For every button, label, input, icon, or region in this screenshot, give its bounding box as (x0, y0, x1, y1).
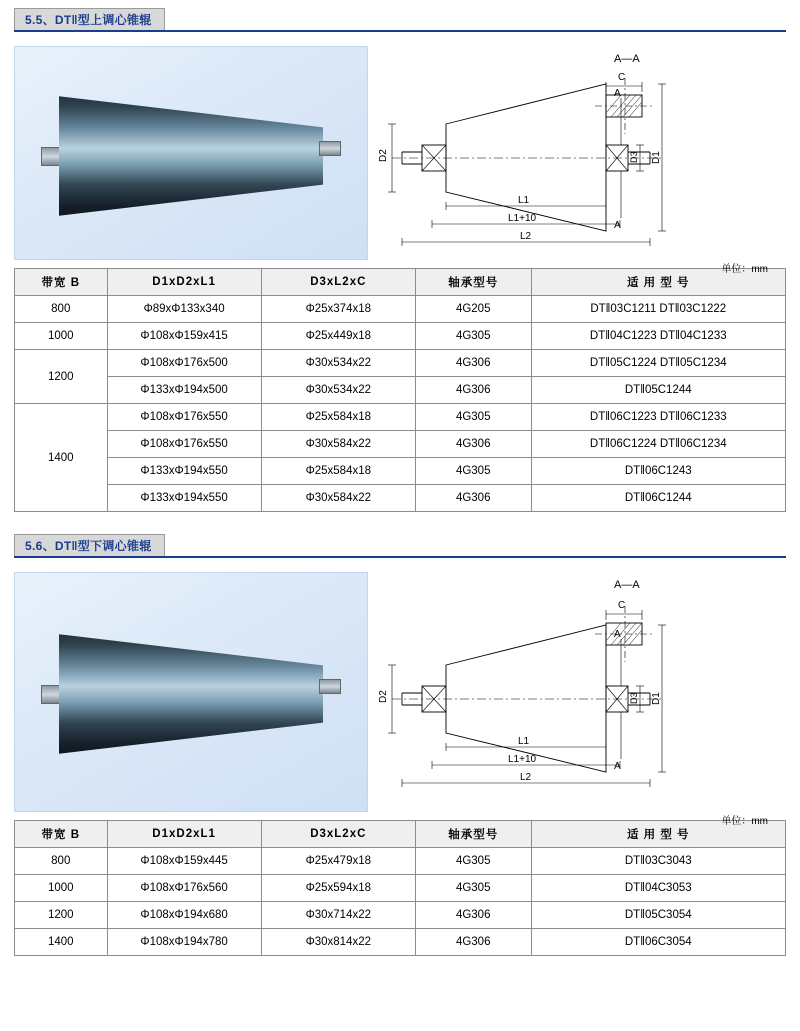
th-d3l2c: D3xL2xC (261, 269, 415, 296)
cell-bearing: 4G306 (415, 431, 531, 458)
cell-d3l2c: Φ25x584x18 (261, 458, 415, 485)
technical-drawing-5-5 (378, 46, 786, 275)
th-d1d2l1: D1xD2xL1 (107, 821, 261, 848)
cell-d3l2c: Φ25x594x18 (261, 875, 415, 902)
table-row (15, 929, 786, 956)
cell-d1d2l1: Φ108xΦ159x415 (107, 323, 261, 350)
cell-d1d2l1: Φ108xΦ176x550 (107, 404, 261, 431)
cell-bearing: 4G305 (415, 404, 531, 431)
cell-d1d2l1: Φ108xΦ194x780 (107, 929, 261, 956)
cell-bearing: 4G305 (415, 848, 531, 875)
cell-belt-width: 800 (15, 296, 108, 323)
cell-d1d2l1: Φ133xΦ194x550 (107, 485, 261, 512)
cell-belt-width: 1400 (15, 404, 108, 512)
label-l2: L2 (520, 772, 532, 783)
label-d2: D2 (378, 149, 389, 162)
cell-model: DT‖05C1244 (531, 377, 785, 404)
cell-d3l2c: Φ30x534x22 (261, 350, 415, 377)
cell-belt-width: 1200 (15, 902, 108, 929)
cell-d3l2c: Φ30x584x22 (261, 431, 415, 458)
label-d3: D3 (629, 151, 639, 163)
label-l1-plus-10: L1+10 (508, 754, 537, 765)
th-d1d2l1: D1xD2xL1 (107, 269, 261, 296)
cell-d1d2l1: Φ108xΦ194x680 (107, 902, 261, 929)
section-header-5-5 (14, 8, 786, 32)
cell-d1d2l1: Φ108xΦ176x550 (107, 431, 261, 458)
table-row (15, 377, 786, 404)
drawing-svg-5-5 (378, 46, 778, 258)
cell-d1d2l1: Φ108xΦ176x500 (107, 350, 261, 377)
cell-model: DT‖05C3054 (531, 902, 785, 929)
cell-model: DT‖03C1211 DT‖03C1222 (531, 296, 785, 323)
cell-bearing: 4G306 (415, 929, 531, 956)
cell-bearing: 4G305 (415, 875, 531, 902)
figure-row-5-6 (14, 572, 786, 827)
cell-bearing: 4G306 (415, 350, 531, 377)
cone-body (59, 91, 323, 221)
unit-note-5-6: 单位：mm (721, 816, 768, 827)
cell-bearing: 4G306 (415, 377, 531, 404)
cell-model: DT‖06C1223 DT‖06C1233 (531, 404, 785, 431)
th-model: 适 用 型 号 (531, 269, 785, 296)
cell-model: DT‖05C1224 DT‖05C1234 (531, 350, 785, 377)
th-belt-width: 带宽 B (15, 269, 108, 296)
technical-drawing-5-6 (378, 572, 786, 827)
cell-model: DT‖06C3054 (531, 929, 785, 956)
label-d1: D1 (651, 151, 662, 164)
header-filler (165, 534, 786, 556)
cell-d1d2l1: Φ133xΦ194x500 (107, 377, 261, 404)
shaft-right (319, 679, 341, 694)
label-d3: D3 (629, 692, 639, 704)
cell-model: DT‖03C3043 (531, 848, 785, 875)
table-row (15, 875, 786, 902)
table-row (15, 848, 786, 875)
cell-d3l2c: Φ30x534x22 (261, 377, 415, 404)
label-l2: L2 (520, 231, 532, 242)
cell-d1d2l1: Φ89xΦ133x340 (107, 296, 261, 323)
cone-body (59, 629, 323, 759)
roller-illustration (41, 91, 341, 221)
cell-model: DT‖06C1224 DT‖06C1234 (531, 431, 785, 458)
roller-photo-5-5 (14, 46, 368, 260)
cell-bearing: 4G305 (415, 458, 531, 485)
cell-belt-width: 800 (15, 848, 108, 875)
unit-note-5-5: 单位：mm (721, 264, 768, 275)
label-a-top: A (614, 88, 621, 99)
label-l1: L1 (518, 195, 530, 206)
cell-belt-width: 1400 (15, 929, 108, 956)
cell-d3l2c: Φ25x584x18 (261, 404, 415, 431)
cell-belt-width: 1000 (15, 323, 108, 350)
header-filler (165, 8, 786, 30)
label-c: C (618, 72, 626, 83)
label-d2: D2 (378, 690, 389, 703)
cell-d1d2l1: Φ133xΦ194x550 (107, 458, 261, 485)
shaft-right (319, 141, 341, 156)
cell-model: DT‖04C1223 DT‖04C1233 (531, 323, 785, 350)
cell-d3l2c: Φ25x449x18 (261, 323, 415, 350)
cell-d3l2c: Φ30x814x22 (261, 929, 415, 956)
label-c: C (618, 600, 626, 611)
cell-d3l2c: Φ30x584x22 (261, 485, 415, 512)
label-a-top: A (614, 629, 621, 640)
table-row (15, 404, 786, 431)
cell-bearing: 4G205 (415, 296, 531, 323)
table-row (15, 431, 786, 458)
cell-bearing: 4G306 (415, 485, 531, 512)
label-l1: L1 (518, 736, 530, 747)
label-d1: D1 (651, 692, 662, 705)
cell-d1d2l1: Φ108xΦ176x560 (107, 875, 261, 902)
drawing-svg-5-6 (378, 572, 778, 810)
cell-belt-width: 1000 (15, 875, 108, 902)
th-belt-width: 带宽 B (15, 821, 108, 848)
section-label-aa: A—A (614, 53, 640, 65)
spec-table-5-5 (14, 268, 786, 512)
section-header-5-6 (14, 534, 786, 558)
section-label-aa: A—A (614, 579, 640, 591)
th-model: 适 用 型 号 (531, 821, 785, 848)
table-row (15, 458, 786, 485)
table-row (15, 485, 786, 512)
table-row (15, 323, 786, 350)
label-l1-plus-10: L1+10 (508, 213, 537, 224)
cell-bearing: 4G305 (415, 323, 531, 350)
roller-photo-5-6 (14, 572, 368, 812)
cell-d1d2l1: Φ108xΦ159x445 (107, 848, 261, 875)
cell-d3l2c: Φ25x479x18 (261, 848, 415, 875)
spec-table-5-6 (14, 820, 786, 956)
cell-d3l2c: Φ30x714x22 (261, 902, 415, 929)
section-title-5-6: 5.6、DT‖型下调心锥辊 (14, 534, 165, 556)
roller-illustration (41, 629, 341, 759)
th-d3l2c: D3xL2xC (261, 821, 415, 848)
th-bearing: 轴承型号 (415, 269, 531, 296)
label-a-bottom: A (614, 761, 621, 772)
table-row (15, 350, 786, 377)
section-title-5-5: 5.5、DT‖型上调心锥辊 (14, 8, 165, 30)
cell-model: DT‖06C1243 (531, 458, 785, 485)
table-row (15, 902, 786, 929)
cell-belt-width: 1200 (15, 350, 108, 404)
section-gap (14, 512, 786, 526)
table-row (15, 296, 786, 323)
cell-model: DT‖04C3053 (531, 875, 785, 902)
document-page (0, 8, 800, 1031)
cell-bearing: 4G306 (415, 902, 531, 929)
th-bearing: 轴承型号 (415, 821, 531, 848)
cell-d3l2c: Φ25x374x18 (261, 296, 415, 323)
label-a-bottom: A (614, 220, 621, 231)
cell-model: DT‖06C1244 (531, 485, 785, 512)
figure-row-5-5 (14, 46, 786, 275)
